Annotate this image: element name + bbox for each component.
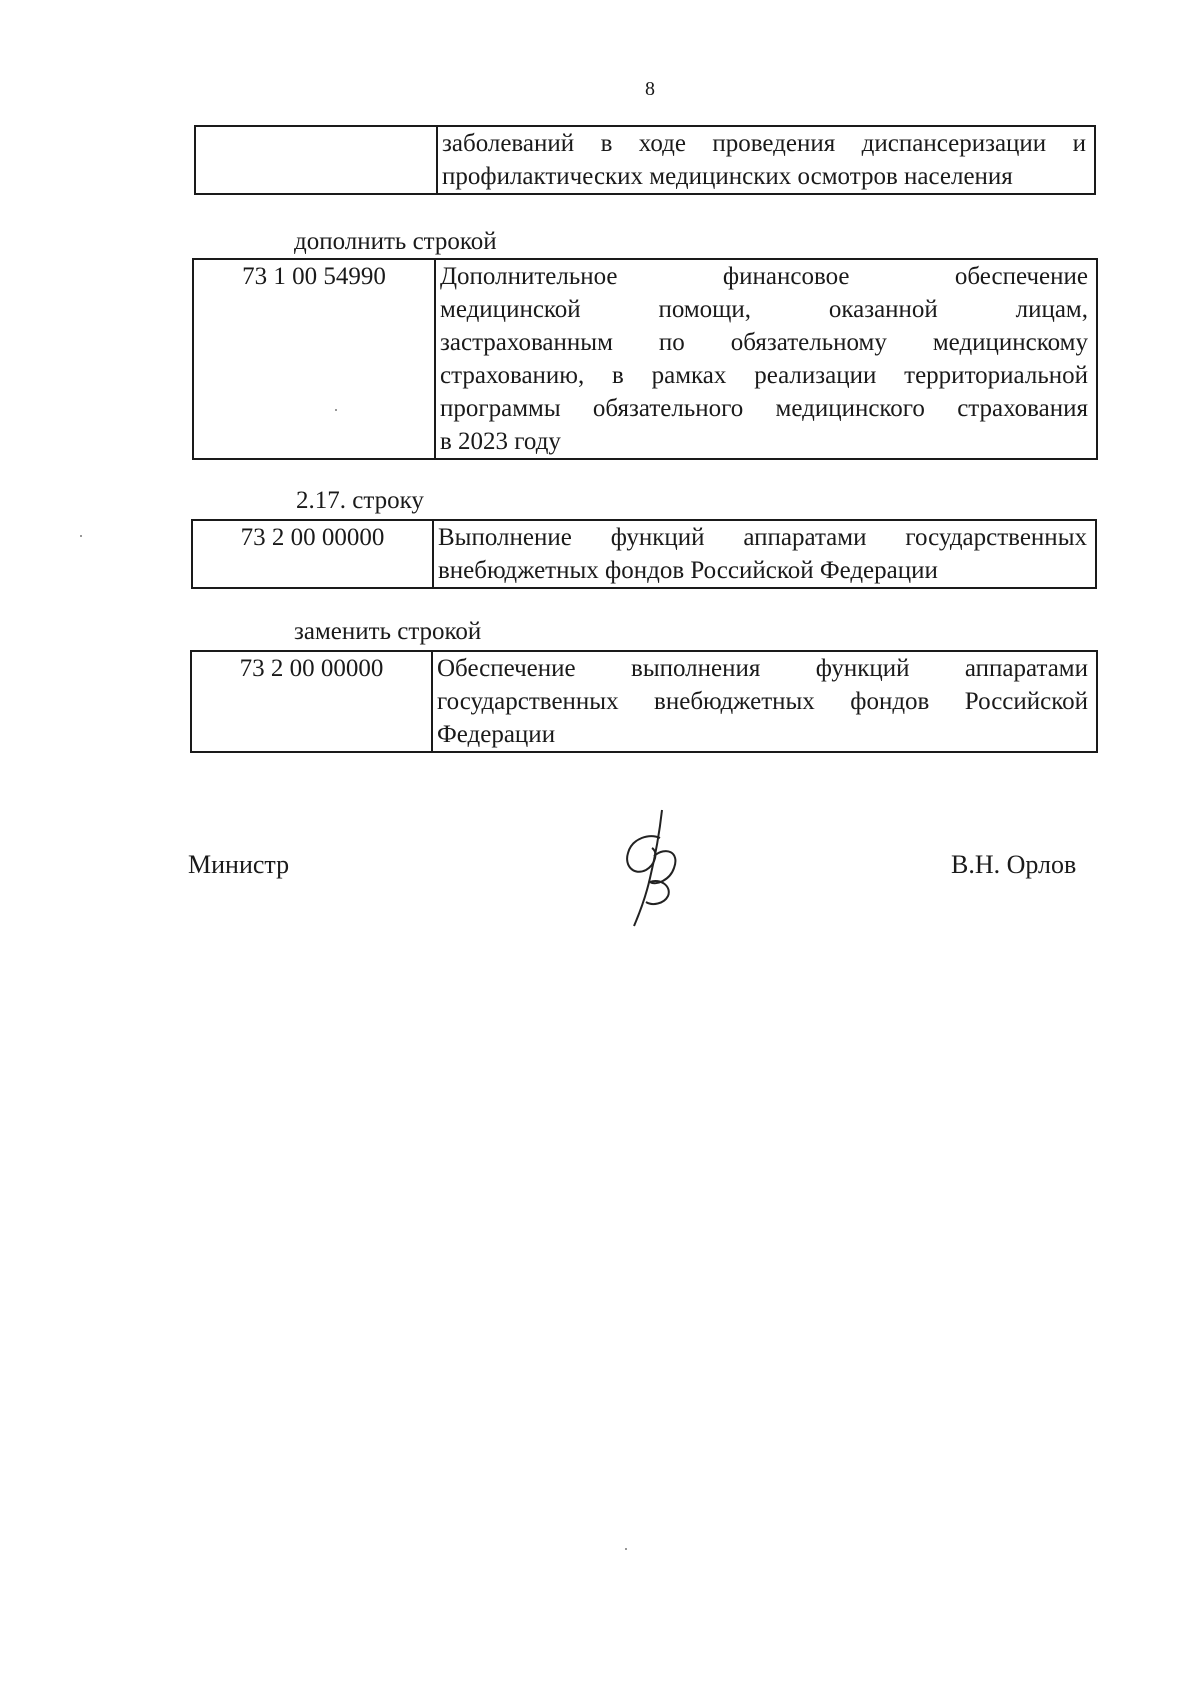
row-description xyxy=(437,126,1095,194)
scan-speck xyxy=(335,409,337,411)
row-code xyxy=(195,126,437,194)
description-line: Федерации xyxy=(437,721,556,748)
description-line: медицинской помощи, оказанной лицам, xyxy=(440,296,1088,323)
description-line: Выполнение функций аппаратами государственных xyxy=(438,524,1087,551)
description-line: застрахованным по обязательному медицинскому xyxy=(440,329,1088,356)
row-description xyxy=(435,259,1097,459)
instruction-section-2-17: 2.17. строку xyxy=(296,487,424,514)
table-old-row xyxy=(191,519,1097,589)
row-code: 73 1 00 54990 xyxy=(193,259,435,459)
table-continuation xyxy=(194,125,1096,195)
description-line: внебюджетных фондов Российской Федерации xyxy=(438,557,938,584)
row-code: 73 2 00 00000 xyxy=(191,651,432,752)
row-description xyxy=(433,520,1096,588)
table-new-row xyxy=(190,650,1098,753)
description-line: профилактических медицинских осмотров населения xyxy=(442,163,1013,190)
table-added-row xyxy=(192,258,1098,460)
table-row xyxy=(195,126,1095,194)
page-number: 8 xyxy=(645,78,655,100)
handwritten-signature xyxy=(610,808,700,928)
description-line: страхованию, в рамках реализации территориальной xyxy=(440,362,1088,389)
instruction-add-row: дополнить строкой xyxy=(294,228,497,255)
description-line: Дополнительное финансовое обеспечение xyxy=(440,263,1088,290)
description-line: в 2023 году xyxy=(440,428,561,455)
scan-speck xyxy=(625,1548,627,1550)
row-description xyxy=(432,651,1097,752)
signatory-title: Министр xyxy=(188,850,290,879)
table-row xyxy=(192,520,1096,588)
description-line: программы обязательного медицинского страхования xyxy=(440,395,1088,422)
table-row xyxy=(193,259,1097,459)
row-code: 73 2 00 00000 xyxy=(192,520,433,588)
description-line: Обеспечение выполнения функций аппаратами xyxy=(437,655,1088,682)
instruction-replace-row: заменить строкой xyxy=(294,618,482,645)
scan-speck xyxy=(80,535,82,537)
table-row xyxy=(191,651,1097,752)
signatory-name: В.Н. Орлов xyxy=(951,850,1077,879)
description-line: государственных внебюджетных фондов Российской xyxy=(437,688,1088,715)
description-line: заболеваний в ходе проведения диспансеризации и xyxy=(442,130,1086,157)
